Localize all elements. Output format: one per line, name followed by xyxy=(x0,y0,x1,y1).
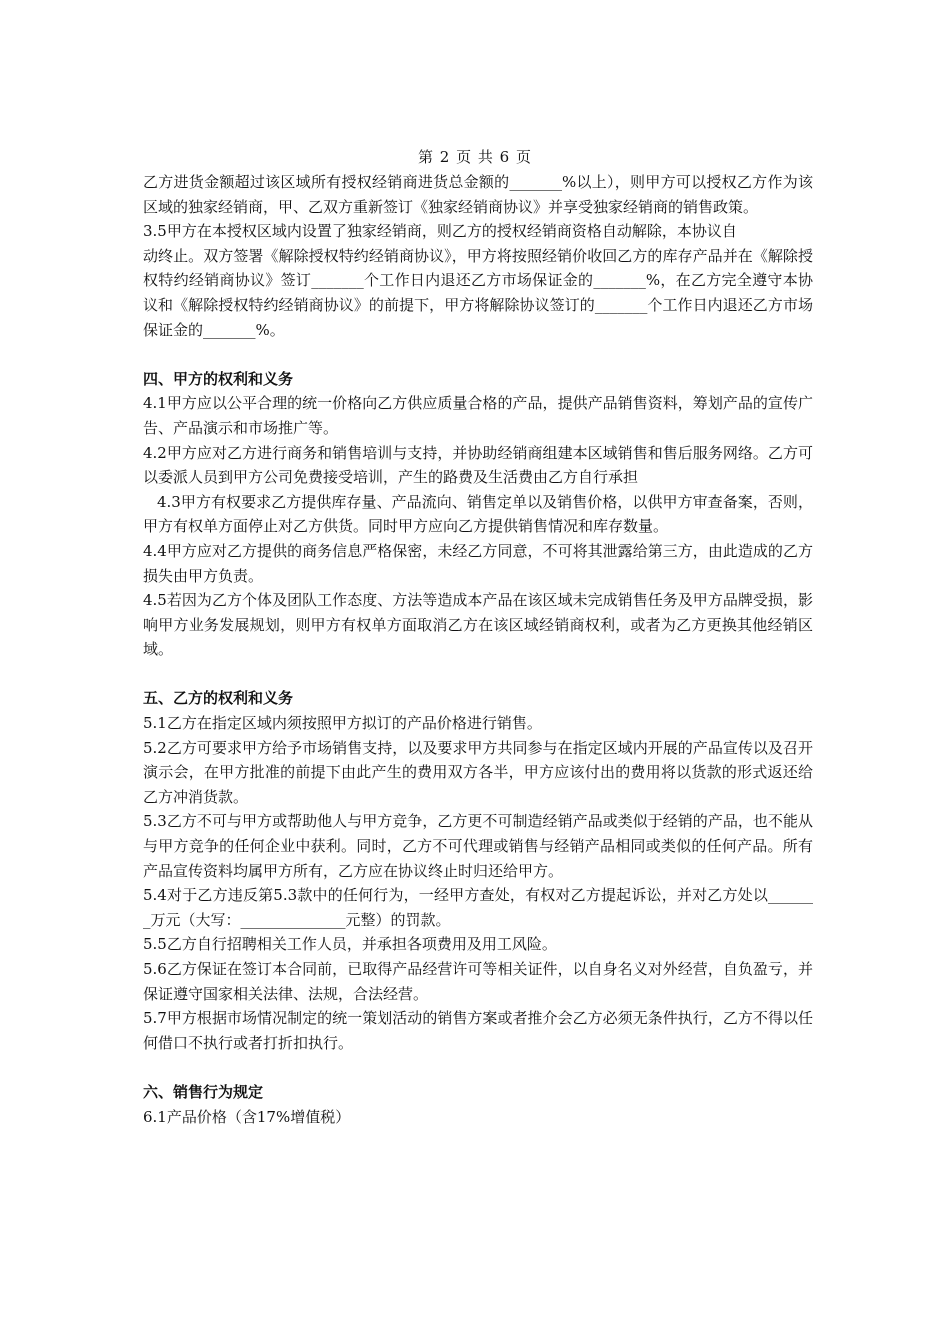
paragraph-5-7: 5.7甲方根据市场情况制定的统一策划活动的销售方案或者推介会乙方必须无条件执行，乙方不得以任何借口不执行或者打折扣执行。 xyxy=(143,1009,813,1052)
spacer xyxy=(143,342,813,367)
page-header: 第 2 页 共 6 页 xyxy=(418,148,532,166)
document-body xyxy=(143,170,813,1129)
spacer xyxy=(143,1055,813,1080)
spacer xyxy=(143,662,813,687)
paragraph-4-3: 4.3甲方有权要求乙方提供库存量、产品流向、销售定单以及销售价格，以供甲方审查备案，否则，甲方有权单方面停止对乙方供货。同时甲方应向乙方提供销售情况和库存数量。 xyxy=(143,492,813,536)
paragraph-5-2: 5.2乙方可要求甲方给予市场销售支持，以及要求甲方共同参与在指定区域内开展的产品宣传以及召开演示会，在甲方批准的前提下由此产生的费用双方各半，甲方应该付出的费用将以货款的形式返还给乙方冲消货款。 xyxy=(143,738,813,806)
paragraph-6-1: 6.1产品价格（含17%增值税） xyxy=(143,1107,351,1126)
paragraph-3-5-part2: 动终止。双方签署《解除授权特约经销商协议》，甲方将按照经销价收回乙方的库存产品并在《解除授权特约经销商协议》签订_______个工作日内退还乙方市场保证金的_______%，在乙方完全遵守本协议和《解除授权特约经销商协议》的前提下，甲方将解除协议签订的_______个工作日内退还乙方市场保证金的_______%。 xyxy=(143,246,813,339)
section-6-title: 六、销售行为规定 xyxy=(143,1082,264,1101)
paragraph-4-2: 4.2甲方应对乙方进行商务和销售培训与支持，并协助经销商组建本区域销售和售后服务网络。乙方可以委派人员到甲方公司免费接受培训，产生的路费及生活费由乙方自行承担 xyxy=(143,443,813,487)
paragraph-3-5-part1: 3.5甲方在本授权区域内设置了独家经销商，则乙方的授权经销商资格自动解除，本协议自 xyxy=(143,222,737,241)
paragraph-4-4: 4.4甲方应对乙方提供的商务信息严格保密，未经乙方同意，不可将其泄露给第三方，由此造成的乙方损失由甲方负责。 xyxy=(143,541,813,585)
section-5-title: 五、乙方的权利和义务 xyxy=(143,689,294,708)
paragraph-intro: 乙方进货金额超过该区域所有授权经销商进货总金额的_______%以上），则甲方可以授权乙方作为该区域的独家经销商，甲、乙双方重新签订《独家经销商协议》并享受独家经销商的销售政策。 xyxy=(143,173,813,216)
paragraph-5-5: 5.5乙方自行招聘相关工作人员，并承担各项费用及用工风险。 xyxy=(143,935,557,954)
section-4-title: 四、甲方的权利和义务 xyxy=(143,369,294,388)
paragraph-4-1: 4.1甲方应以公平合理的统一价格向乙方供应质量合格的产品，提供产品销售资料，筹划产品的宣传广告、产品演示和市场推广等。 xyxy=(143,394,813,437)
paragraph-4-5: 4.5若因为乙方个体及团队工作态度、方法等造成本产品在该区域未完成销售任务及甲方品牌受损，影响甲方业务发展规划，则甲方有权单方面取消乙方在该区域经销商权利，或者为乙方更换其他经销区域。 xyxy=(143,591,813,659)
paragraph-5-1: 5.1乙方在指定区域内须按照甲方拟订的产品价格进行销售。 xyxy=(143,714,542,733)
paragraph-5-3: 5.3乙方不可与甲方或帮助他人与甲方竞争，乙方更不可制造经销产品或类似于经销的产品，也不能从与甲方竞争的任何企业中获利。同时，乙方不可代理或销售与经销产品相同或类似的任何产品。所有产品宣传资料均属甲方所有，乙方应在协议终止时归还给甲方。 xyxy=(143,812,813,880)
paragraph-5-4: 5.4对于乙方违反第5.3款中的任何行为，一经甲方查处，有权对乙方提起诉讼，并对乙方处以_______万元（大写：______________元整）的罚款。 xyxy=(143,886,813,929)
paragraph-5-6: 5.6乙方保证在签订本合同前，已取得产品经营许可等相关证件，以自身名义对外经营，自负盈亏，并保证遵守国家相关法律、法规，合法经营。 xyxy=(143,960,813,1003)
